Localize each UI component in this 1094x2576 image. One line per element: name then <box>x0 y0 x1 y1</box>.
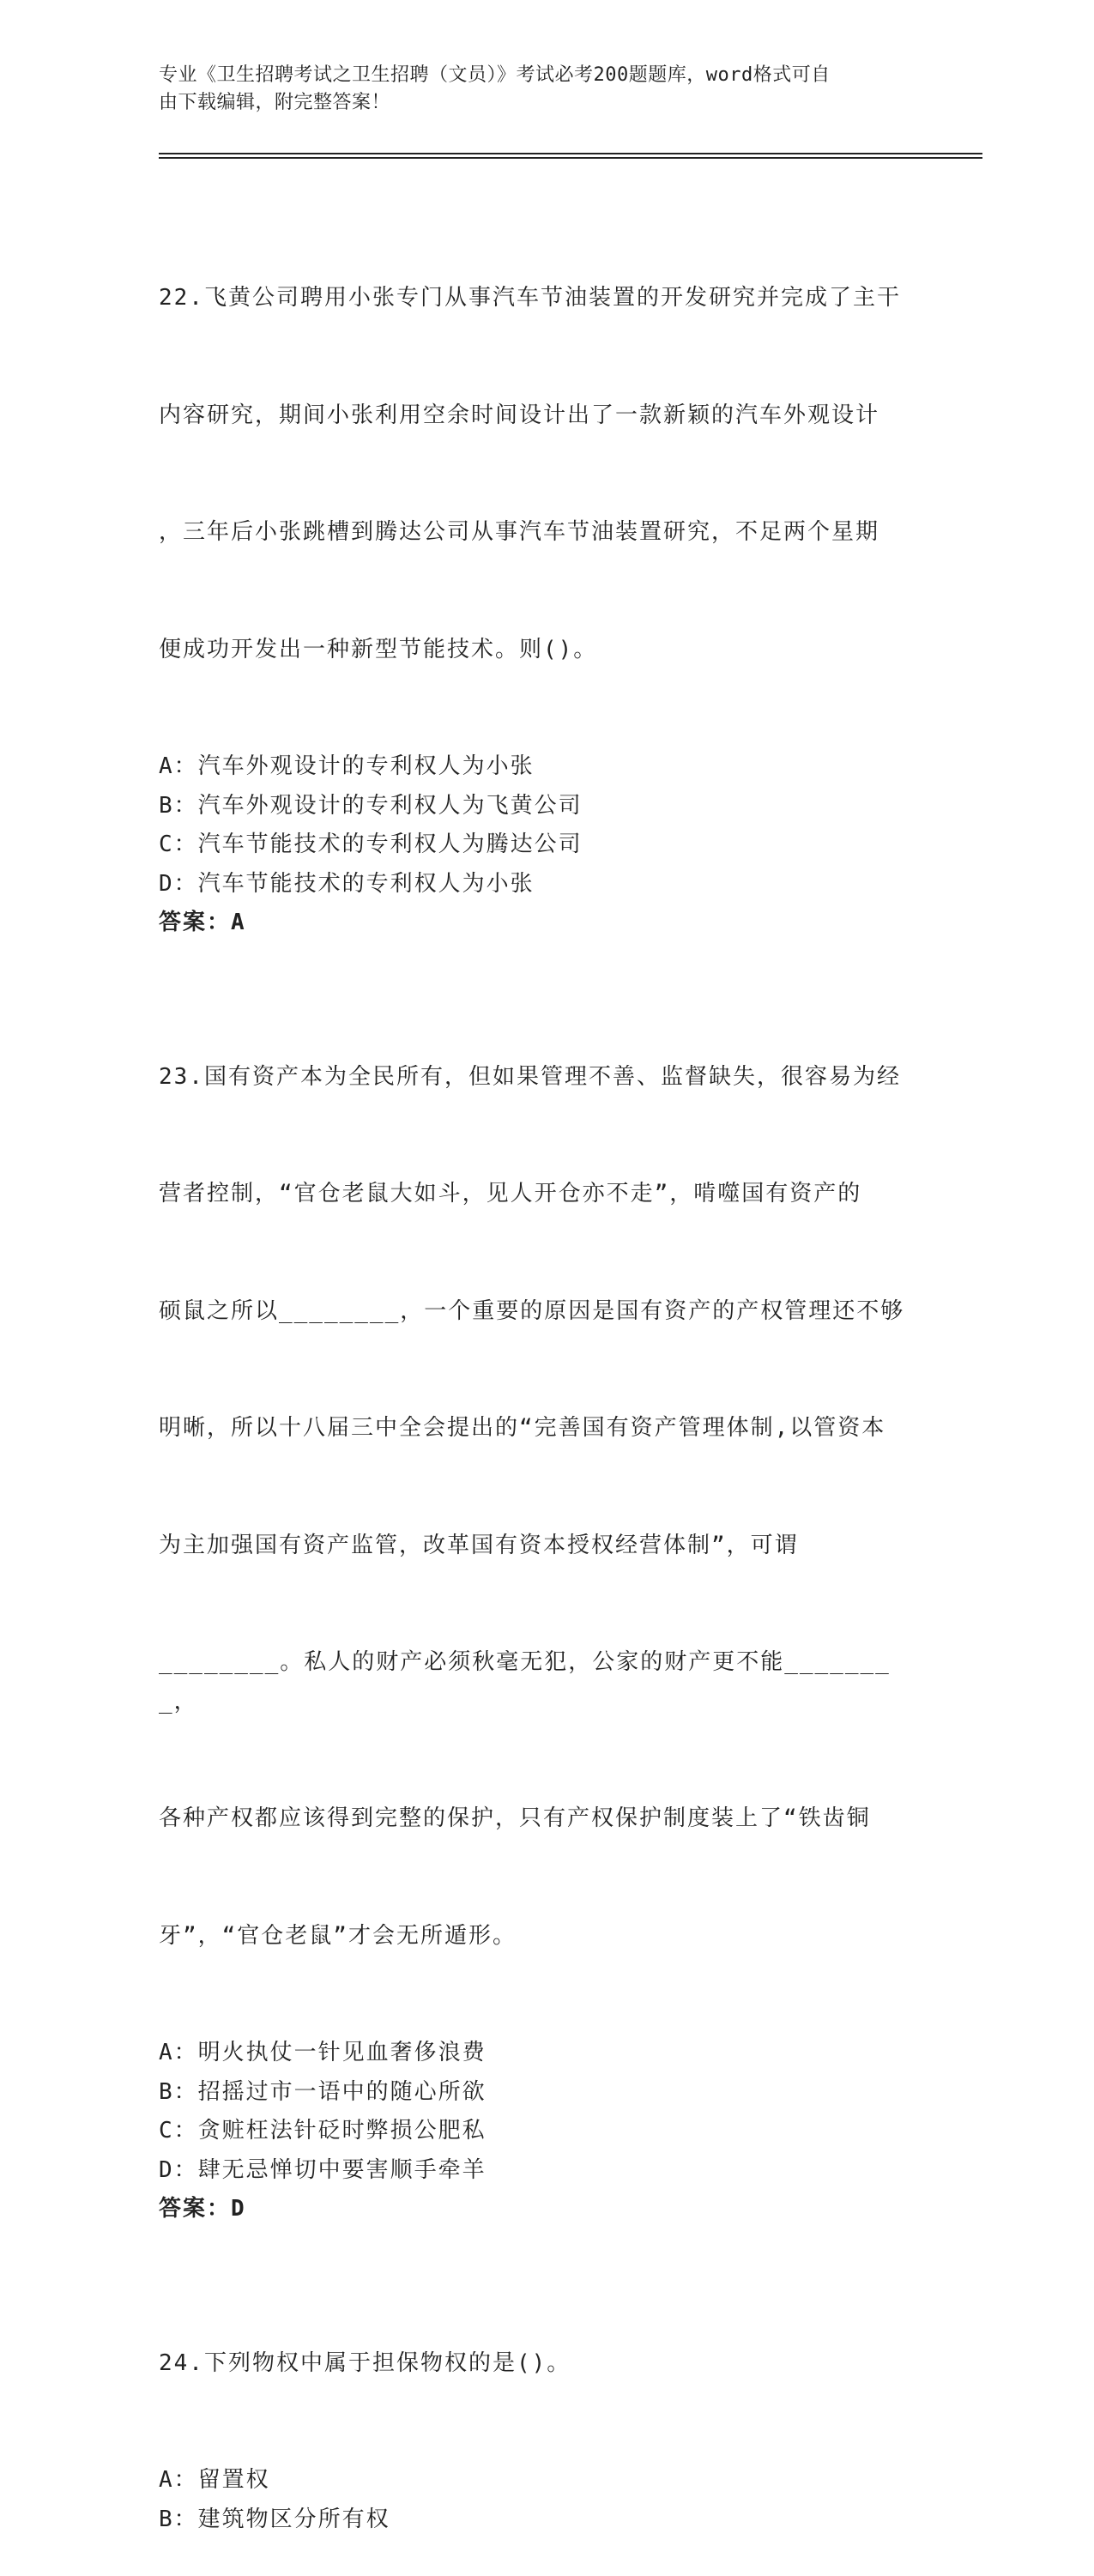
option-d: D：肆无忌惮切中要害顺手牵羊 <box>159 2156 487 2183</box>
option-b: B：汽车外观设计的专利权人为飞黄公司 <box>159 792 583 819</box>
question-stem <box>159 201 914 747</box>
option-a: A：汽车外观设计的专利权人为小张 <box>159 753 535 779</box>
header-divider <box>159 157 982 159</box>
option-d: D：汽车节能技术的专利权人为小张 <box>159 870 535 897</box>
stem-line: 牙”，“官仓老鼠”才会无所遁形。 <box>159 1922 517 1949</box>
answer-line: 答案：A <box>159 910 246 935</box>
option-b: B：建筑物区分所有权 <box>159 2506 390 2532</box>
option-a: A：留置权 <box>159 2467 270 2493</box>
header-line: 由下载编辑，附完整答案！ <box>159 92 391 113</box>
header-divider <box>159 153 982 154</box>
question-24 <box>159 2266 914 2540</box>
stem-line: 24.下列物权中属于担保物权的是()。 <box>159 2349 571 2376</box>
stem-line: 硕鼠之所以________，一个重要的原因是国有资产的产权管理还不够 <box>159 1297 905 1324</box>
answer-line: 答案：D <box>159 2196 246 2222</box>
option-c: C：贪赃枉法针砭时弊损公肥私 <box>159 2118 487 2144</box>
question-stem <box>159 980 914 2035</box>
stem-line: 23.国有资产本为全民所有，但如果管理不善、监督缺失，很容易为经 <box>159 1063 901 1090</box>
option-a: A：明火执仗一针见血奢侈浪费 <box>159 2040 487 2065</box>
question-22 <box>159 201 914 943</box>
stem-line: 各种产权都应该得到完整的保护，只有产权保护制度装上了“铁齿铜 <box>159 1805 871 1831</box>
stem-line: 为主加强国有资产监管，改革国有资本授权经营体制”，可谓 <box>159 1532 799 1558</box>
option-b: B：招摇过市一语中的随心所欲 <box>159 2078 487 2105</box>
option-c: C：汽车节能技术的专利权人为腾达公司 <box>159 831 583 857</box>
stem-line: 内容研究，期间小张利用空余时间设计出了一款新颖的汽车外观设计 <box>159 402 880 428</box>
document-header <box>159 62 914 117</box>
stem-line: 便成功开发出一种新型节能技术。则()。 <box>159 636 598 662</box>
stem-line: 明晰，所以十八届三中全会提出的“完善国有资产管理体制,以管资本 <box>159 1415 886 1441</box>
header-line: 专业《卫生招聘考试之卫生招聘（文员）》考试必考200题题库，word格式可自 <box>159 64 831 86</box>
question-list <box>159 201 914 2576</box>
stem-line: 22.飞黄公司聘用小张专门从事汽车节油装置的开发研究并完成了主干 <box>159 285 901 311</box>
stem-line: ，三年后小张跳槽到腾达公司从事汽车节油装置研究，不足两个星期 <box>159 519 880 545</box>
question-stem <box>159 2266 914 2462</box>
stem-line: 营者控制，“官仓老鼠大如斗，见人开仓亦不走”，啃噬国有资产的 <box>159 1181 862 1206</box>
question-23 <box>159 980 914 2229</box>
stem-line: ________。私人的财产必须秋毫无犯，公家的财产更不能________， <box>159 1649 891 1714</box>
